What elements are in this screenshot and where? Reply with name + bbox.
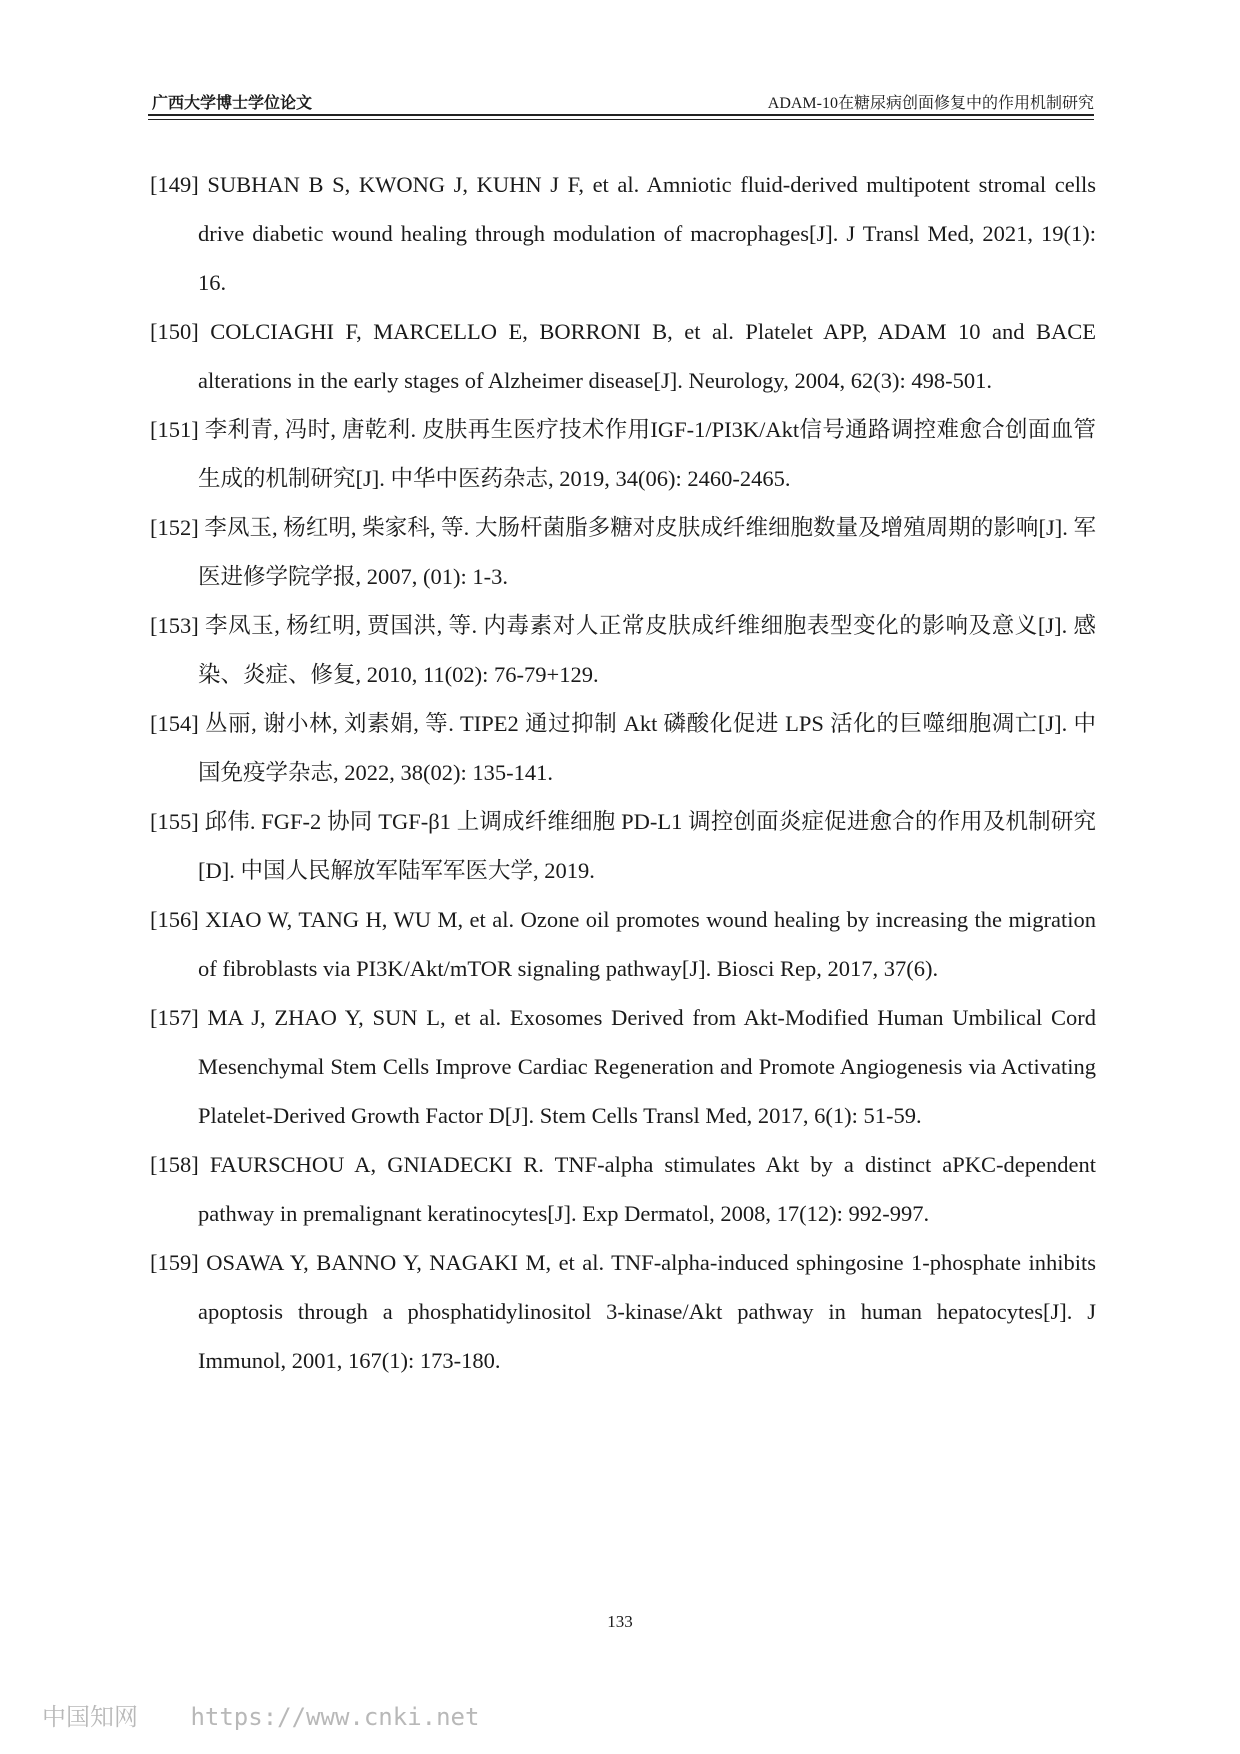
- reference-entry: [152] 李凤玉, 杨红明, 柴家科, 等. 大肠杆菌脂多糖对皮肤成纤维细胞数量及增殖周期的影响[J]. 军医进修学院学报, 2007, (01): 1-3.: [150, 515, 1096, 589]
- reference-entry: [150] COLCIAGHI F, MARCELLO E, BORRONI B, et al. Platelet APP, ADAM 10 and BACE alterations in the early stages of Alzheimer disease[J]. Neurology, 2004, 62(3): 498-501.: [150, 319, 1096, 393]
- watermark-url: https://www.cnki.net: [190, 1703, 480, 1731]
- reference-entry: [149] SUBHAN B S, KWONG J, KUHN J F, et al. Amniotic fluid-derived multipotent stromal cells drive diabetic wound healing through modulation of macrophages[J]. J Transl Med, 2021, 19(1): 16.: [150, 172, 1096, 295]
- page-number: 133: [607, 1612, 633, 1631]
- header-chapter-title: ADAM-10在糖尿病创面修复中的作用机制研究: [767, 95, 1094, 112]
- reference-entry: [157] MA J, ZHAO Y, SUN L, et al. Exosomes Derived from Akt-Modified Human Umbilical Cord Mesenchymal Stem Cells Improve Cardiac Regeneration and Promote Angiogenesis via Activating Platelet-Derived Growth Factor D[J]. Stem Cells Transl Med, 2017, 6(1): 51-59.: [150, 1005, 1096, 1128]
- reference-entry: [151] 李利青, 冯时, 唐乾利. 皮肤再生医疗技术作用IGF-1/PI3K/Akt信号通路调控难愈合创面血管生成的机制研究[J]. 中华中医药杂志, 2019, 34(06): 2460-2465.: [150, 417, 1096, 491]
- reference-entry: [153] 李凤玉, 杨红明, 贾国洪, 等. 内毒素对人正常皮肤成纤维细胞表型变化的影响及意义[J]. 感染、炎症、修复, 2010, 11(02): 76-79+129.: [150, 613, 1096, 687]
- header-thesis-title: 广西大学博士学位论文: [152, 95, 313, 112]
- reference-entry: [154] 丛丽, 谢小林, 刘素娟, 等. TIPE2 通过抑制 Akt 磷酸化促进 LPS 活化的巨噬细胞凋亡[J]. 中国免疫学杂志, 2022, 38(02): 135-141.: [150, 711, 1096, 785]
- reference-entry: [158] FAURSCHOU A, GNIADECKI R. TNF-alpha stimulates Akt by a distinct aPKC-dependent pathway in premalignant keratinocytes[J]. Exp Dermatol, 2008, 17(12): 992-997.: [150, 1152, 1096, 1226]
- reference-entry: [159] OSAWA Y, BANNO Y, NAGAKI M, et al. TNF-alpha-induced sphingosine 1-phosphate inhibits apoptosis through a phosphatidylinositol 3-kinase/Akt pathway in human hepatocytes[J]. J Immunol, 2001, 167(1): 173-180.: [150, 1250, 1096, 1373]
- reference-entry: [155] 邱伟. FGF-2 协同 TGF-β1 上调成纤维细胞 PD-L1 调控创面炎症促进愈合的作用及机制研究[D]. 中国人民解放军陆军军医大学, 2019.: [150, 809, 1096, 883]
- watermark-name: 中国知网: [42, 1703, 138, 1731]
- cnki-watermark: [42, 1697, 479, 1732]
- reference-entry: [156] XIAO W, TANG H, WU M, et al. Ozone oil promotes wound healing by increasing the migration of fibroblasts via PI3K/Akt/mTOR signaling pathway[J]. Biosci Rep, 2017, 37(6).: [150, 907, 1096, 981]
- reference-list: [150, 160, 1096, 1385]
- page-header: [148, 86, 1094, 116]
